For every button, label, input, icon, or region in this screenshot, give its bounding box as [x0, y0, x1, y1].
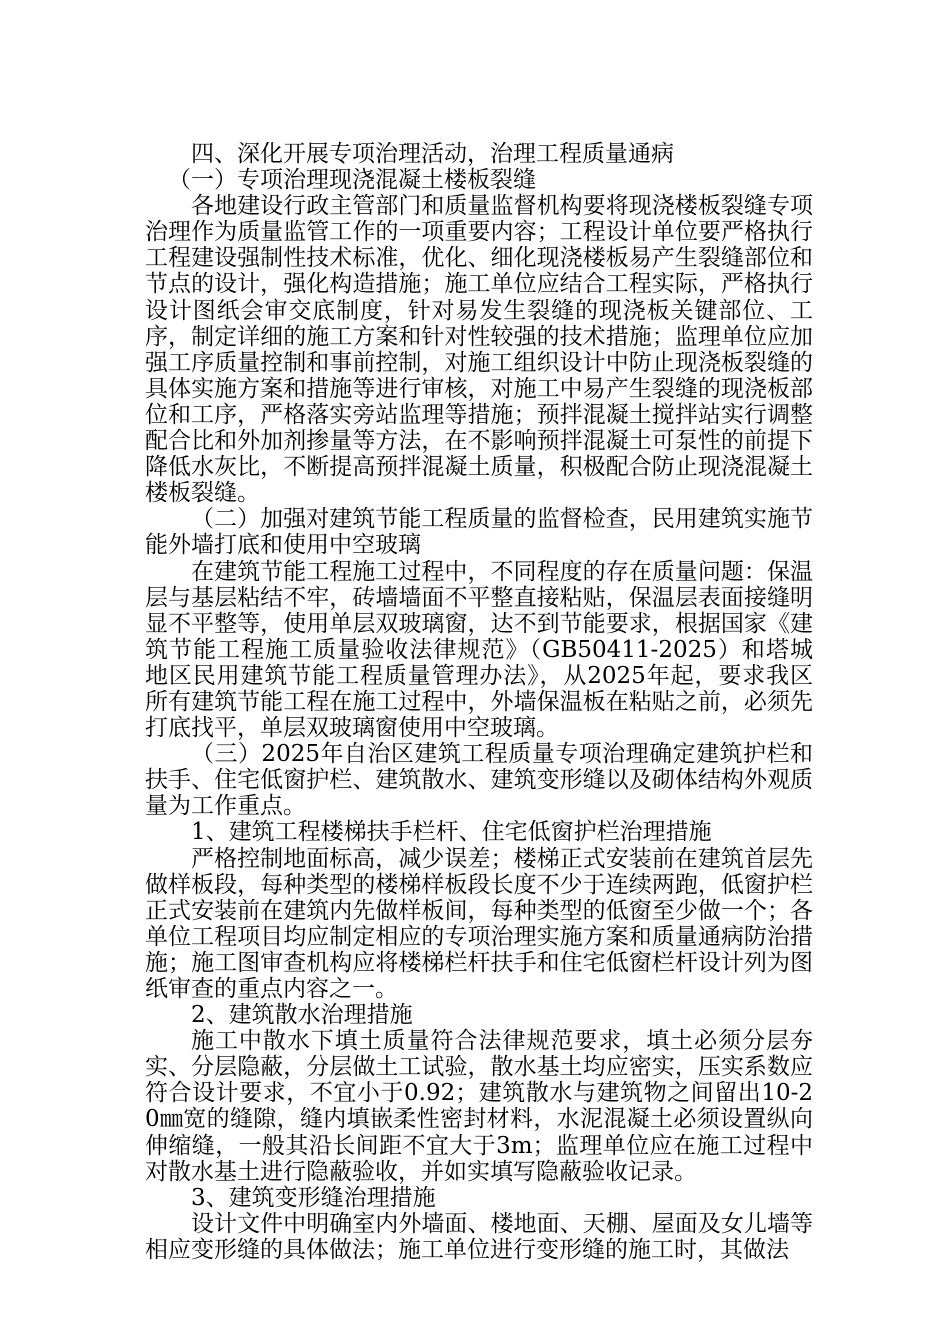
item-1-body: 严格控制地面标高，减少误差；楼梯正式安装前在建筑首层先做样板段，每种类型的楼梯样板段长度不少于连续两跑，低窗护栏正式安装前在建筑内先做样板间，每种类型的低窗至少做一个；各单位工程项目均应制定相应的专项治理实施方案和质量通病防治措施；施工图审查机构应将楼梯栏杆扶手和住宅低窗栏杆设计列为图纸审查的重点内容之一。	[145, 845, 813, 1002]
item-2-body: 施工中散水下填土质量符合法律规范要求，填土必须分层夯实、分层隐蔽，分层做土工试验，散水基土均应密实，压实系数应符合设计要求，不宜小于0.92；建筑散水与建筑物之间留出10-20㎜宽的缝隙，缝内填嵌柔性密封材料，水泥混凝土必须设置纵向伸缩缝，一般其沿长间距不宜大于3m；监理单位应在施工过程中对散水基土进行隐蔽验收，并如实填写隐蔽验收记录。	[145, 1028, 813, 1185]
document-page	[145, 141, 813, 1263]
main-heading: 四、深化开展专项治理活动，治理工程质量通病	[191, 141, 674, 167]
section-3-title: （三）2025年自治区建筑工程质量专项治理确定建筑护栏和扶手、住宅低窗护栏、建筑散水、建筑变形缝以及砌体结构外观质量为工作重点。	[145, 741, 813, 820]
item-3-body: 设计文件中明确室内外墙面、楼地面、天棚、屋面及女儿墙等相应变形缝的具体做法；施工单位进行变形缝的施工时，其做法	[145, 1210, 813, 1263]
item-3-title: 3、建筑变形缝治理措施	[191, 1184, 436, 1211]
section-1-title: （一）专项治理现浇混凝土楼板裂缝	[168, 167, 536, 194]
section-2-body: 在建筑节能工程施工过程中，不同程度的存在质量问题：保温层与基层粘结不牢，砖墙墙面不平整直接粘贴，保温层表面接缝明显不平整等，使用单层双玻璃窗，达不到节能要求，根据国家《建筑节能工程施工质量验收法律规范》（GB50411-2025）和塔城地区民用建筑节能工程质量管理办法》，从2025年起，要求我区所有建筑节能工程在施工过程中，外墙保温板在粘贴之前，必须先打底找平，单层双玻璃窗使用中空玻璃。	[145, 558, 813, 742]
item-2-title: 2、建筑散水治理措施	[191, 1002, 413, 1029]
section-1-body: 各地建设行政主管部门和质量监督机构要将现浇楼板裂缝专项治理作为质量监管工作的一项重要内容；工程设计单位要严格执行工程建设强制性技术标准，优化、细化现浇楼板易产生裂缝部位和节点的设计，强化构造措施；施工单位应结合工程实际，严格执行设计图纸会审交底制度，针对易发生裂缝的现浇板关键部位、工序，制定详细的施工方案和针对性较强的技术措施；监理单位应加强工序质量控制和事前控制，对施工组织设计中防止现浇板裂缝的具体实施方案和措施等进行审核，对施工中易产生裂缝的现浇板部位和工序，严格落实旁站监理等措施；预拌混凝土搅拌站实行调整配合比和外加剂掺量等方法，在不影响预拌混凝土可泵性的前提下降低水灰比，不断提高预拌混凝土质量，积极配合防止现浇混凝土楼板裂缝。	[145, 193, 813, 507]
item-1-title: 1、建筑工程楼梯扶手栏杆、住宅低窗护栏治理措施	[191, 819, 712, 846]
section-2-title: （二）加强对建筑节能工程质量的监督检查，民用建筑实施节能外墙打底和使用中空玻璃	[145, 506, 813, 559]
